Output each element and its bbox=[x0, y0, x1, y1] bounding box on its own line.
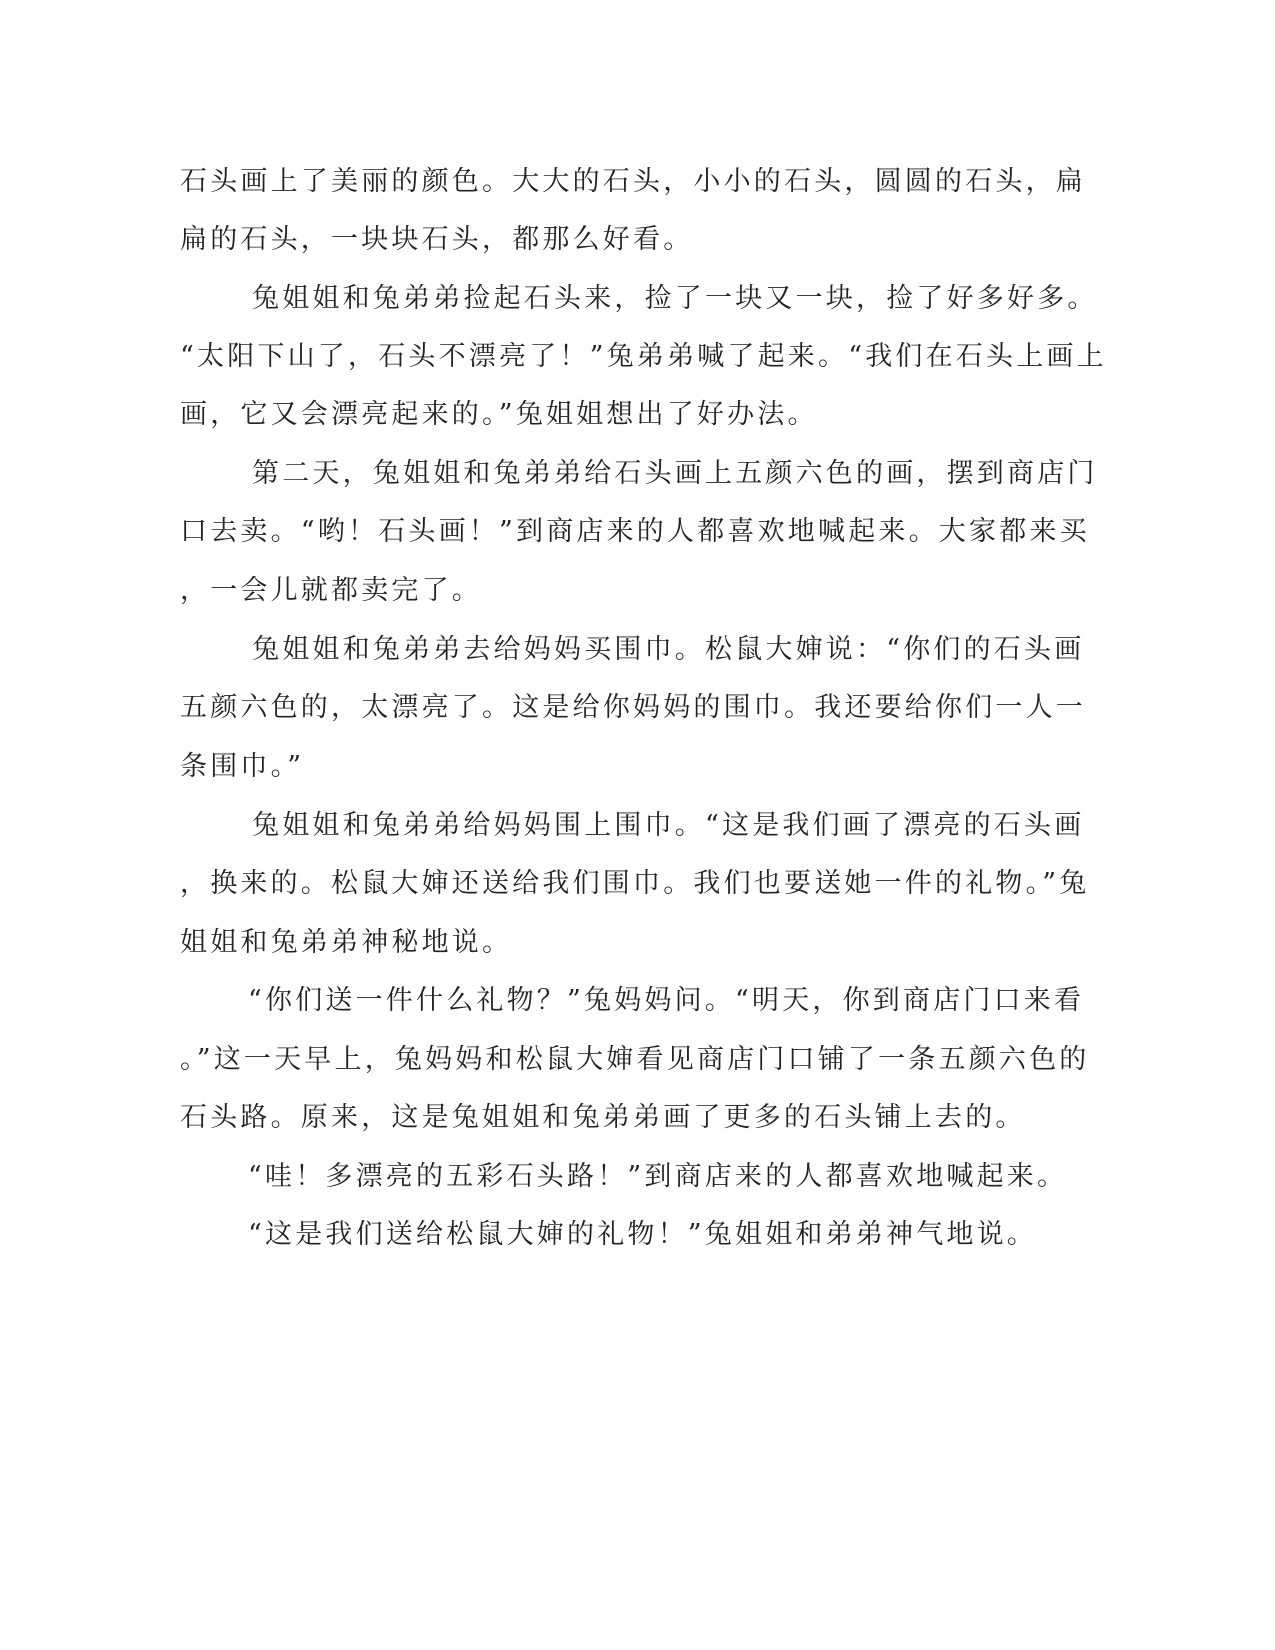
text-line: 画，它又会漂亮起来的。”兔姐姐想出了好办法。 bbox=[180, 399, 818, 430]
text-line: 石头画上了美丽的颜色。大大的石头，小小的石头，圆圆的石头，扁 bbox=[180, 166, 1086, 197]
text-line: ，一会儿就都卖完了。 bbox=[180, 575, 482, 606]
text-line: “太阳下山了，石头不漂亮了！”兔弟弟喊了起来。“我们在石头上画上 bbox=[180, 341, 1107, 372]
text-line: 第二天，兔姐姐和兔弟弟给石头画上五颜六色的画，摆到商店门 bbox=[252, 458, 1098, 489]
text-line: 兔姐姐和兔弟弟给妈妈围上围巾。“这是我们画了漂亮的石头画 bbox=[252, 810, 1085, 841]
text-line: 五颜六色的，太漂亮了。这是给你妈妈的围巾。我还要给你们一人一 bbox=[180, 692, 1086, 723]
text-line: 条围巾。” bbox=[180, 751, 305, 782]
text-line: “这是我们送给松鼠大婶的礼物！”兔姐姐和弟弟神气地说。 bbox=[248, 1219, 1038, 1250]
text-line: 姐姐和兔弟弟神秘地说。 bbox=[180, 927, 513, 958]
text-line: 。”这一天早上，兔妈妈和松鼠大婶看见商店门口铺了一条五颜六色的 bbox=[180, 1044, 1090, 1075]
text-line: 扁的石头，一块块石头，都那么好看。 bbox=[180, 224, 694, 255]
text-line: “你们送一件什么礼物？”兔妈妈问。“明天，你到商店门口来看 bbox=[248, 985, 1085, 1016]
text-line: ，换来的。松鼠大婶还送给我们围巾。我们也要送她一件的礼物。”兔 bbox=[180, 868, 1090, 899]
text-line: 兔姐姐和兔弟弟去给妈妈买围巾。松鼠大婶说：“你们的石头画 bbox=[252, 634, 1085, 665]
text-line: 石头路。原来，这是兔姐姐和兔弟弟画了更多的石头铺上去的。 bbox=[180, 1102, 1026, 1133]
text-line: “哇！多漂亮的五彩石头路！”到商店来的人都喜欢地喊起来。 bbox=[248, 1161, 1068, 1192]
text-line: 口去卖。“哟！石头画！”到商店来的人都喜欢地喊起来。大家都来买 bbox=[180, 516, 1090, 547]
text-line: 兔姐姐和兔弟弟捡起石头来，捡了一块又一块，捡了好多好多。 bbox=[252, 283, 1098, 314]
